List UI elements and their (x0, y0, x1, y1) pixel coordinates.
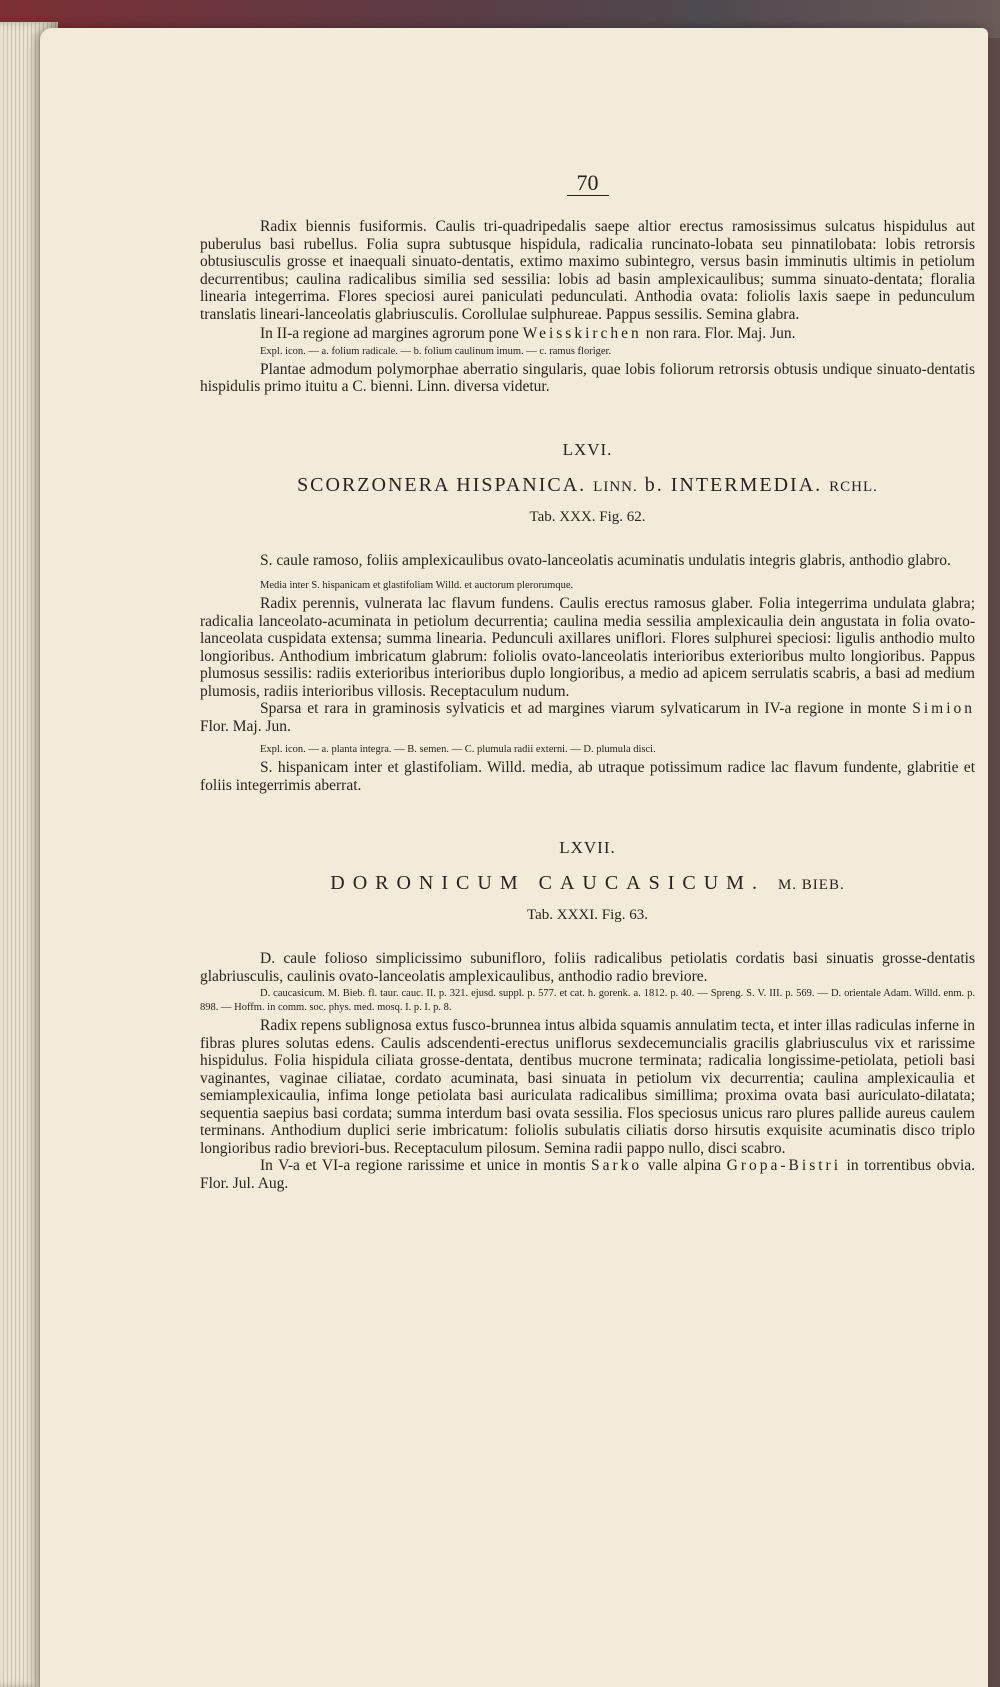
section-title: SCORZONERA HISPANICA. LINN. b. INTERMEDIA. RCHL. (297, 473, 878, 496)
plate-reference: Tab. XXX. Fig. 62. (529, 508, 646, 525)
plate-reference: Tab. XXXI. Fig. 63. (526, 907, 649, 923)
paragraph-habitat: Sparsa et rara in graminosis sylvaticis et ad margines viarum sylvaticarum in IV-a regione in monte Simion Flor. Maj. Jun. (200, 700, 976, 735)
icon-explanation: Expl. icon. — a. folium radicale. — b. folium caulinum imum. — c. ramus floriger. (260, 345, 612, 357)
paragraph-habitat: In V-a et VI-a regione rarissime et unice in montis Sarko valle alpina Gropa-Bistri in torrentibus obvia. Flor. Jul. Aug. (200, 1157, 976, 1192)
paragraph-description: Radix perennis, vulnerata lac flavum fundens. Caulis erectus ramosus glaber. Folia integerrima undulata glabra; radicalia lanceolato-acuminata in petiolum decurrentia; caulina media sessilia amplexicaulia dein angustata in folia ovato-lanceolata cuspidata extensa; summa linearia. Pedunculi axillares uniflori. Flores sulphurei speciosi: ligulis anthodio multo longioribus. Anthodium imbricatum glabrum: foliolis ovato-lanceolatis interioribus exterioribus multo longioribus. Pappus plumosus sessilis: radiis exterioribus interioribus duplo longioribus, a medio ad apicem serrulatis scabris, a basi ad medium plumosis, radiis interioribus villosis. Receptaculum nudum. (200, 595, 975, 700)
paragraph-remark: Plantae admodum polymorphae aberratio singularis, quae lobis foliorum retrorsis obtusis undique sinuato-dentatis hispidulis primo ituitu a C. bienni. Linn. diversa videtur. (200, 360, 975, 395)
diagnosis-note: Media inter S. hispanicam et glastifoliam Willd. et auctorum plerorumque. (260, 580, 574, 591)
section-number: LXVII. (559, 838, 616, 857)
paragraph-description: Radix repens sublignosa extus fusco-brunnea intus albida squamis annulatim tecta, et inter illas radiculas inferne in fibras plures solutas edens. Caulis adscendenti-erectus uniflorus sexdecemuncialis gracilis glabriusculus vix et rarissime hispidulus. Folia hispidula ciliata grosse-dentata, dentibus mucrone terminata; radicalia longissime-petiolata, petioli basi vaginantes, vaginae ciliatae, cordato acuminata, basi sinuata in petiolum vix decurrentia; caulina amplexicaulia et semiamplexicaulia, infima longe petiolata basi auriculata radicalibus simillima; proxima ovata basi auriculato-dilatata; sequentia saepius basi cordata; summa interdum basi ovata sessilia. Flos speciosus unicus raro plures pallide aureus caulem terminans. Anthodium duplici serie imbricatum: foliolis subulatis ciliatis dorso hirsutis exquisite acuminatis disco triplo longioribus radio breviori-bus. Receptaculum pilosum. Semina radii pappo nullo, disci scabro. (200, 1017, 975, 1157)
diagnosis: D. caule folioso simplicissimo subunifloro, foliis radicalibus petiolatis cordatis basi sinuatis grosse-dentatis glabriusculis, caulinis ovato-lanceolatis amplexicaulibus, anthodio radio breviore. (200, 950, 975, 985)
paragraph-description: Radix biennis fusiformis. Caulis tri-quadripedalis saepe altior erectus ramosissimus sulcatus hispidulus aut puberulus basi rubellus. Folia supra subtusque hispidula, radicalia runcinato-lobata seu pinnatilobata: lobis retrorsis obtusiusculis grosse et inaequali sinuato-dentatis, extimo maximo subintegro, versus basin imminutis ultimis in petiolum decurrentibus; caulina radicalibus similia sed sessilia: lobis ad basin amplexicaulibus; summa sinuato-dentata; floralia linearia integerrima. Flores speciosi aurei paniculati pedunculati. Anthodia ovata: foliolis laxis saepe in pedunculum translatis lineari-lanceolatis glabriusculis. Corollulae sulphureae. Pappus sessilis. Semina glabra. (200, 218, 975, 323)
page-number: 70 (200, 170, 975, 196)
icon-explanation: Expl. icon. — a. planta integra. — B. semen. — C. plumula radii externi. — D. plumula disci. (260, 744, 656, 755)
diagnosis: S. caule ramoso, foliis amplexicaulibus ovato-lanceolatis acuminatis undulatis integris glabris, anthodio glabro. (260, 551, 951, 569)
synonymy: D. caucasicum. M. Bieb. fl. taur. cauc. II. p. 321. ejusd. suppl. p. 577. et cat. h. gorenk. a. 1812. p. 40. — Spreng. S. V. III. p. 569. — D. orientale Adam. Willd. enm. p. 898. — Hoffm. in comm. soc. phys. med. mosq. I. p. I. p. 8. (200, 988, 975, 1013)
paragraph-habitat: In II-a regione ad margines agrorum pone Weisskirchen non rara. Flor. Maj. Jun. (260, 325, 796, 342)
section-number: LXVI. (562, 439, 613, 459)
paragraph-remark: S. hispanicam inter et glastifoliam. Willd. media, ab utraque potissimum radice lac flavum fundente, glabritie et foliis integerrimis aberrat. (200, 759, 975, 794)
section-title: DORONICUM CAUCASICUM. M. BIEB. (330, 872, 845, 894)
page-content (200, 170, 975, 1192)
